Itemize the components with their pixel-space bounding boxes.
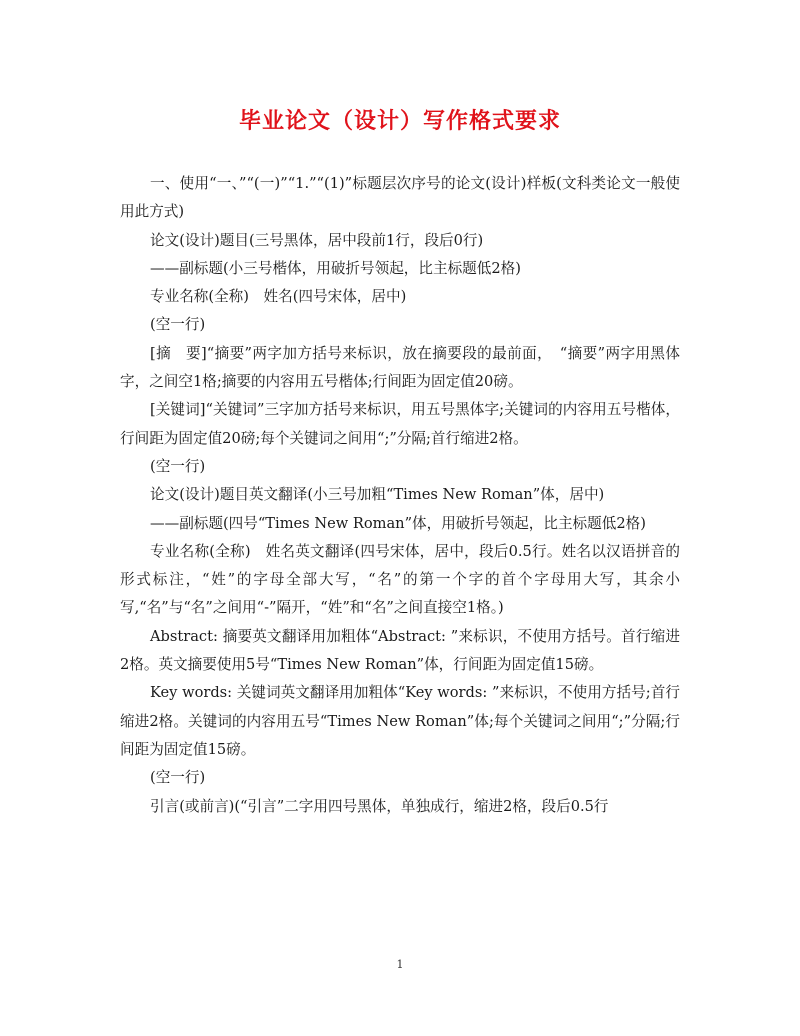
paragraph-blank-line: (空一行) (150, 316, 206, 334)
paragraph-english-keywords: Key words: 关键词英文翻译用加粗体“Key words: ”来标识，不使用方括号;首行缩进2格。关键词的内容用五号“Times New Roman”体;每个关键词之间用“;”分隔;行间距为固定值15磅。 (120, 684, 680, 758)
paragraph-subtitle: ——副标题(小三号楷体，用破折号领起，比主标题低2格) (150, 259, 521, 277)
paragraph-english-name: 专业名称(全称) 姓名英文翻译(四号宋体，居中，段后0.5行。姓名以汉语拼音的形式标注，“姓”的字母全部大写，“名”的第一个字的首个字母用大写，其余小写,“名”与“名”之间用“-”隔开，“姓”和“名”之间直接空1格。) (120, 542, 680, 617)
paragraph-heading-format-1: 一、使用“一、”“(一)”“1.”“(1)”标题层次序号的论文(设计)样板(文科类论文一般使用此方式) (120, 175, 680, 221)
paragraph-english-abstract: Abstract: 摘要英文翻译用加粗体“Abstract: ”来标识，不使用方括号。首行缩进2格。英文摘要使用5号“Times New Roman”体，行间距为固定值15磅。 (120, 627, 680, 674)
paragraph-keywords: [关键词]“关键词”三字加方括号来标识，用五号黑体字;关键词的内容用五号楷体，行间距为固定值20磅;每个关键词之间用“;”分隔;首行缩进2格。 (120, 401, 680, 447)
document-title: 毕业论文（设计）写作格式要求 (238, 108, 561, 134)
page-number: 1 (396, 958, 404, 971)
document-body (120, 170, 680, 821)
paragraph-blank-line: (空一行) (150, 769, 206, 787)
paragraph-english-title: 论文(设计)题目英文翻译(小三号加粗“Times New Roman”体，居中) (150, 486, 605, 504)
paragraph-thesis-title: 论文(设计)题目(三号黑体，居中段前1行，段后0行) (150, 231, 484, 249)
paragraph-introduction: 引言(或前言)(“引言”二字用四号黑体，单独成行，缩进2格，段后0.5行 (150, 797, 609, 815)
paragraph-blank-line: (空一行) (150, 457, 206, 475)
paragraph-major-name: 专业名称(全称) 姓名(四号宋体，居中) (150, 288, 407, 306)
paragraph-english-subtitle: ——副标题(四号“Times New Roman”体，用破折号领起，比主标题低2格) (150, 514, 646, 532)
paragraph-abstract: [摘 要]“摘要”两字加方括号来标识，放在摘要段的最前面， “摘要”两字用黑体字，之间空1格;摘要的内容用五号楷体;行间距为固定值20磅。 (120, 344, 680, 391)
